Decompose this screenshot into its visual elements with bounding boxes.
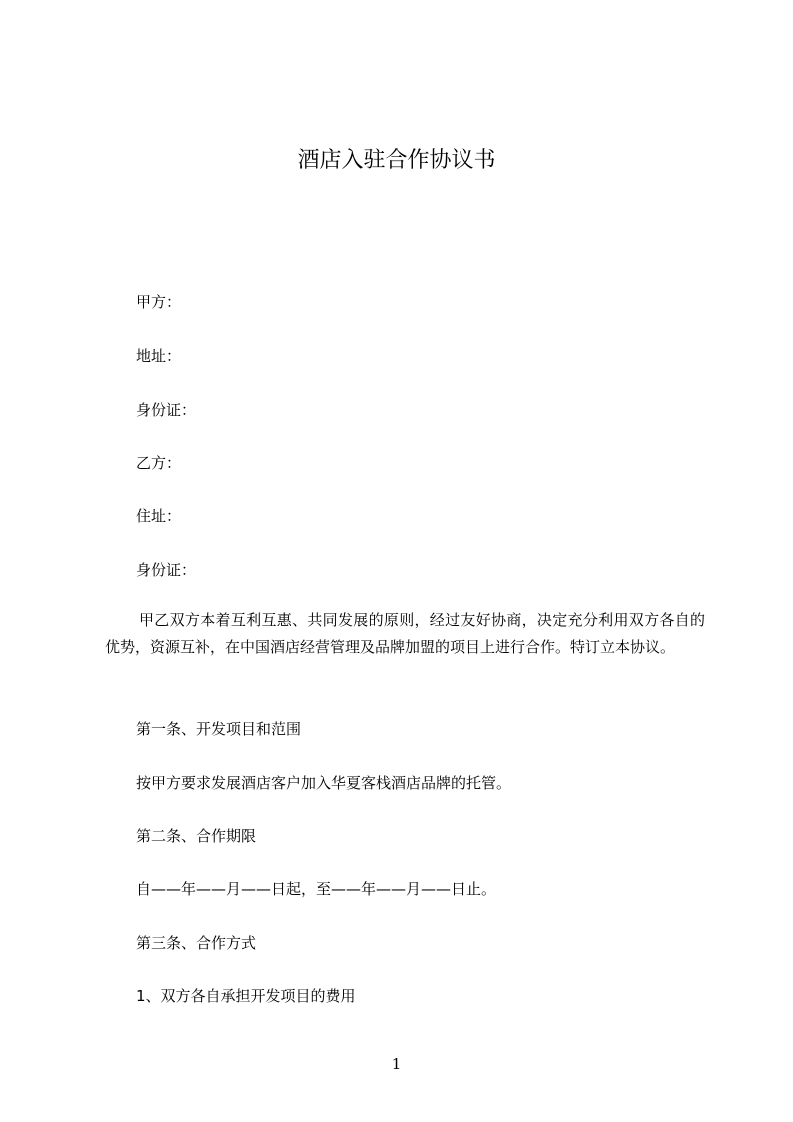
article2-heading: 第二条、合作期限 xyxy=(136,827,257,845)
party-b-label: 乙方： xyxy=(136,454,182,472)
document-title: 酒店入驻合作协议书 xyxy=(297,148,496,173)
party-b-id-label: 身份证： xyxy=(136,561,197,579)
article3-heading: 第三条、合作方式 xyxy=(136,934,257,952)
preamble-paragraph: 甲乙双方本着互利互惠、共同发展的原则，经过友好协商，决定充分利用双方各自的优势，资源互补，在中国酒店经营管理及品牌加盟的项目上进行合作。特订立本协议。 xyxy=(105,611,705,656)
page-number: 1 xyxy=(391,1055,402,1073)
article1-heading: 第一条、开发项目和范围 xyxy=(136,720,302,738)
article2-text: 自——年——月——日起，至——年——月——日止。 xyxy=(136,880,497,898)
party-b-address-label: 住址： xyxy=(136,507,182,525)
article3-item1: 1、双方各自承担开发项目的费用 xyxy=(136,987,356,1005)
article1-text: 按甲方要求发展酒店客户加入华夏客栈酒店品牌的托管。 xyxy=(136,774,512,792)
party-a-label: 甲方： xyxy=(136,293,182,311)
party-a-address-label: 地址： xyxy=(136,347,182,365)
party-a-id-label: 身份证： xyxy=(136,401,197,419)
